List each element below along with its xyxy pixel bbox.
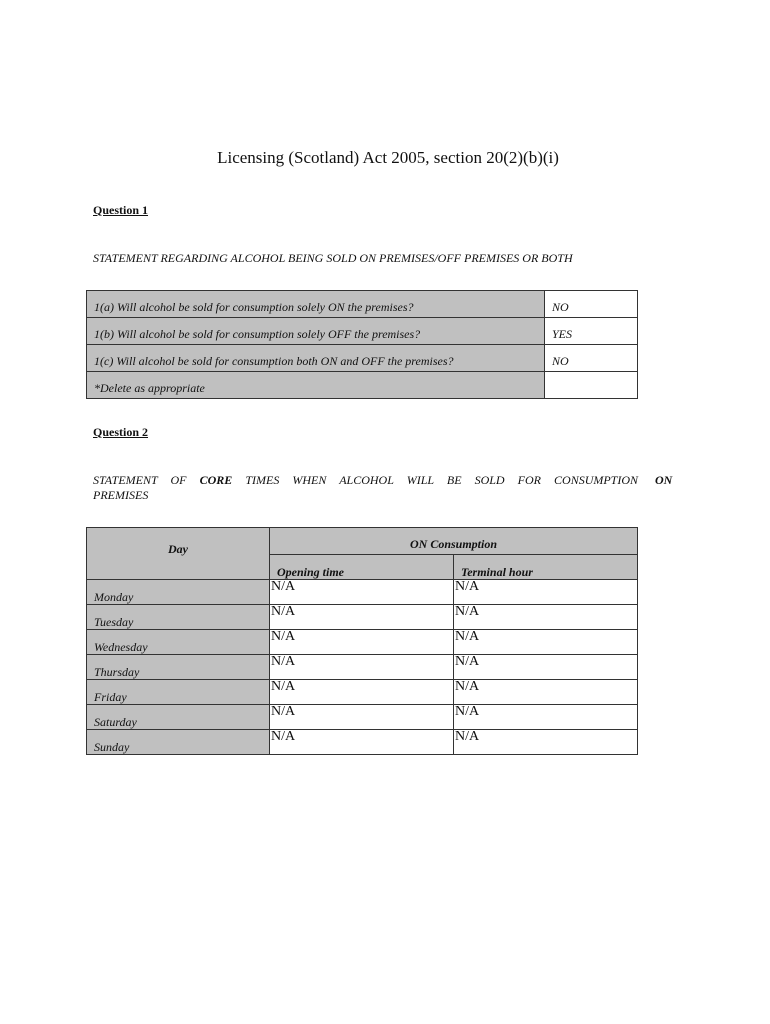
statement-tail: ON (655, 473, 673, 487)
terminal-hour-cell[interactable]: N/A (454, 655, 638, 680)
day-cell: Monday (87, 580, 270, 605)
question-1b: 1(b) Will alcohol be sold for consumption solely OFF the premises? (87, 318, 545, 345)
table-row (87, 655, 638, 680)
answer-1b[interactable]: YES (545, 318, 638, 345)
statement-post: TIMES WHEN ALCOHOL WILL BE SOLD FOR CONSUMPTION (245, 473, 639, 487)
terminal-hour-cell[interactable]: N/A (454, 730, 638, 755)
opening-time-cell[interactable]: N/A (270, 680, 454, 705)
table-row (87, 730, 638, 755)
on-consumption-header: ON Consumption (270, 528, 638, 555)
table-row (87, 345, 638, 372)
day-cell: Sunday (87, 730, 270, 755)
question-1a: 1(a) Will alcohol be sold for consumption solely ON the premises? (87, 291, 545, 318)
table-row (87, 680, 638, 705)
table-row (87, 318, 638, 345)
delete-note: *Delete as appropriate (87, 372, 545, 399)
day-cell: Tuesday (87, 605, 270, 630)
day-cell: Saturday (87, 705, 270, 730)
core-times-table (86, 527, 638, 755)
opening-time-header: Opening time (270, 555, 454, 580)
day-header: Day (87, 528, 270, 580)
question-2-statement (93, 473, 638, 488)
terminal-hour-cell[interactable]: N/A (454, 680, 638, 705)
page-title: Licensing (Scotland) Act 2005, section 20(2)(b)(i) (217, 148, 559, 167)
opening-time-cell[interactable]: N/A (270, 605, 454, 630)
question-1c: 1(c) Will alcohol be sold for consumption both ON and OFF the premises? (87, 345, 545, 372)
opening-time-cell[interactable]: N/A (270, 655, 454, 680)
table-row (87, 372, 638, 399)
question-2-heading: Question 2 (93, 425, 149, 439)
terminal-hour-cell[interactable]: N/A (454, 705, 638, 730)
statement-line2: PREMISES (93, 488, 149, 502)
delete-note-answer[interactable] (545, 372, 638, 399)
day-cell: Wednesday (87, 630, 270, 655)
question-1-heading: Question 1 (93, 203, 149, 217)
table-row (87, 580, 638, 605)
opening-time-cell[interactable]: N/A (270, 730, 454, 755)
question-1-statement: STATEMENT REGARDING ALCOHOL BEING SOLD ON PREMISES/OFF PREMISES OR BOTH (93, 251, 573, 265)
answer-1a[interactable]: NO (545, 291, 638, 318)
answer-1c[interactable]: NO (545, 345, 638, 372)
statement-core: CORE (199, 473, 233, 487)
table-row (87, 291, 638, 318)
question-1-table (86, 290, 638, 399)
statement-pre: STATEMENT OF (93, 473, 187, 487)
terminal-hour-cell[interactable]: N/A (454, 605, 638, 630)
table-row (87, 605, 638, 630)
table-row (87, 630, 638, 655)
terminal-hour-cell[interactable]: N/A (454, 630, 638, 655)
day-cell: Friday (87, 680, 270, 705)
opening-time-cell[interactable]: N/A (270, 705, 454, 730)
table-row (87, 705, 638, 730)
day-cell: Thursday (87, 655, 270, 680)
opening-time-cell[interactable]: N/A (270, 630, 454, 655)
terminal-hour-cell[interactable]: N/A (454, 580, 638, 605)
terminal-hour-header: Terminal hour (454, 555, 638, 580)
opening-time-cell[interactable]: N/A (270, 580, 454, 605)
